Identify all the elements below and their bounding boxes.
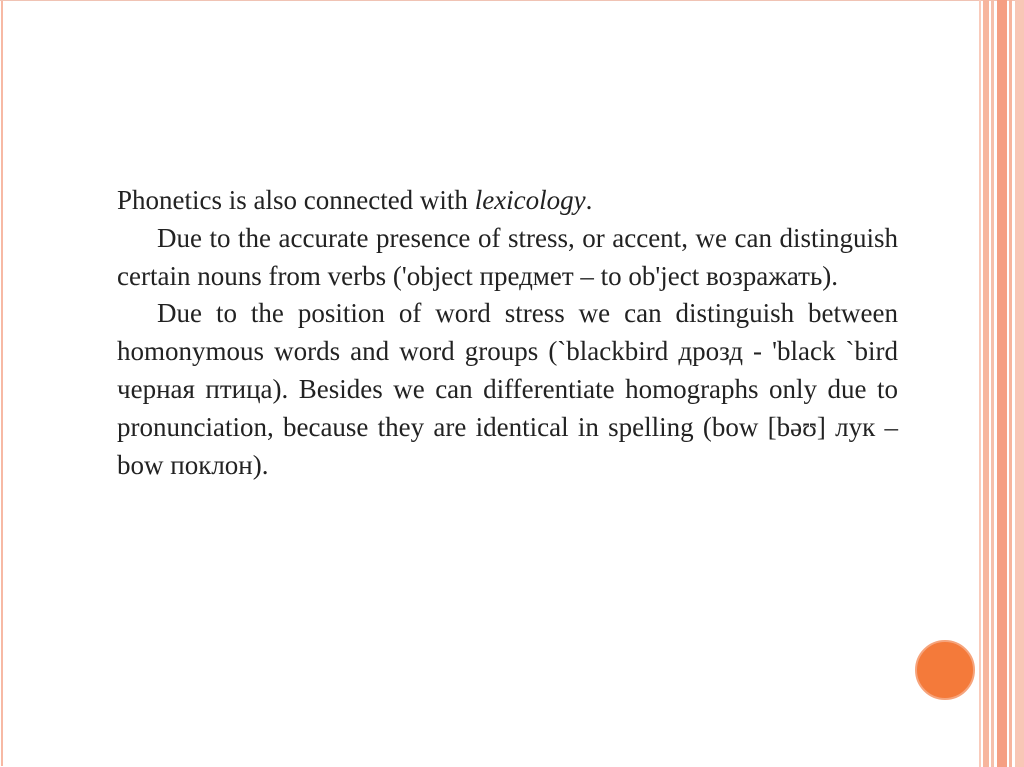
- lexicology-term: lexicology: [474, 185, 586, 215]
- homonyms-paragraph: Due to the position of word stress we can distinguish between homonymous words and word groups (`blackbird дрозд - 'black `bird черная птица). Besides we can differentiate homographs only due to pronunciation, because they are identical in spelling (bow [bəʊ] лук – bow поклон).: [117, 298, 898, 480]
- intro-prefix: Phonetics is also connected with: [117, 185, 475, 215]
- intro-line: [117, 182, 898, 220]
- intro-suffix: .: [585, 185, 593, 215]
- slide-body-text: [117, 182, 898, 484]
- stripe: [1009, 0, 1012, 767]
- decorative-stripes: [979, 0, 1024, 767]
- slide-border-left: [1, 1, 3, 766]
- stripe: [997, 0, 1007, 767]
- stripe: [983, 0, 989, 767]
- stripe: [979, 0, 981, 767]
- slide-border-top: [0, 0, 1024, 1]
- stress-nouns-verbs-paragraph: Due to the accurate presence of stress, or accent, we can distinguish certain nouns from verbs ('object предмет – to ob'ject возражать).: [117, 222, 898, 291]
- decorative-circle-icon: [915, 640, 975, 700]
- stripe: [1015, 0, 1024, 767]
- stripe: [991, 0, 994, 767]
